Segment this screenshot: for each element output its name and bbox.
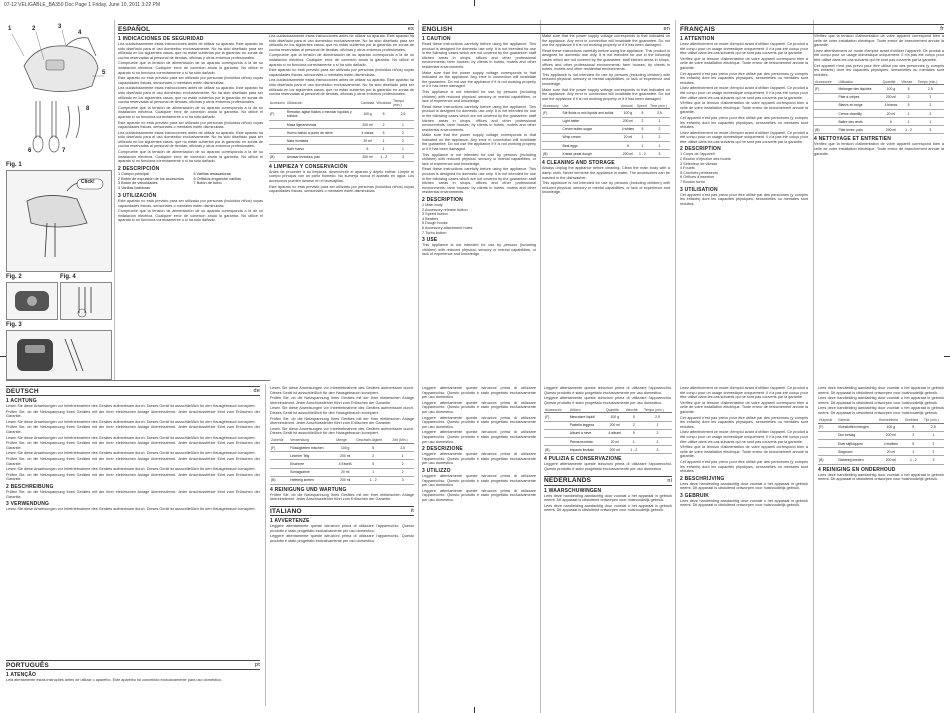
callout-2: 2 (32, 26, 36, 32)
paragraph: Lisez attentivement ce mode d'emploi avant d'utiliser l'appareil. Ce produit a été conçu pour un usage domestique uniquement. Il n'a pas été conçu pour être utilisé dans les cas suivants qui ne sont pas couverts par la garantie. (680, 386, 808, 400)
heading-atencao: 1 ATENÇÃO (6, 672, 37, 678)
paragraph: Vérifiez que la tension d'alimentation de votre appareil correspond bien à celle de votre installation électrique. Toute erreur de branchement annule la garantie. (680, 56, 808, 70)
column-header: Utilización (286, 99, 360, 109)
paragraph: Read these instructions carefully before using the appliance. This product is designed for domestic use only. It is not intended for use in the following cases which are not covered by the guarantee: staff kitchen areas in shops, offices and other professional environments; farm houses; by clients in hotels, motels and other residential environments. (422, 167, 536, 195)
list-item: 3 Botón de velocidades (118, 181, 158, 186)
usage-table (542, 103, 670, 158)
paragraph: Compruebe que la tensión de alimentación de su aparato corresponda a la de su instalación eléctrica. Cualquier error de conexión anula la garantía. No utilice el aparato si no funciona correctamente o si ha sido dañado. (118, 61, 263, 75)
paragraph: Make sure that the power supply voltage corresponds to that indicated on the appliance. Any error in connection will invalidate the guarantee. Do not use the appliance if it is not working properly or if it has been damaged. (542, 34, 670, 48)
paragraph: Este aparato no está previsto para ser utilizado por personas (incluidos niños) cuyas capacidades físicas, sensoriales o mentales estén disminuidas. (269, 184, 414, 194)
crop-mark (474, 0, 475, 6)
heading-cleaning: 4 NETTOYAGE ET ENTRETIEN (814, 136, 892, 143)
fig1-label: Fig. 1 (6, 162, 22, 168)
list-item: 2 Accessory release button (422, 207, 468, 212)
list-item: 6 Orifices d'insertion (680, 175, 715, 180)
table-row: Pastella leggera 200 ml 2 1 (544, 421, 672, 429)
paragraph: Lesen Sie diese Anweisungen vor Inbetriebnahme des Gerätes aufmerksam durch. Dieses Gerät ist ausschließlich für den Hausgebrauch konzipiert. (6, 435, 256, 440)
section-francais-continued (680, 386, 808, 706)
language-code: en (663, 26, 670, 32)
paragraph: Prüfen Sie, ob die Netzspannung Ihres Gerätes mit der Ihrer elektrischen Anlage übereinstimmt. Jeder Anschlussfehler führt zum Erlöschen der Garantie. (6, 425, 260, 434)
paragraph: Lees deze handleiding aandachtig door voordat u het apparaat in gebruik neemt. Dit apparaat is uitsluitend ontworpen voor huishoudelijk gebruik. (544, 503, 672, 513)
heading-reinigung: 4 REINIGUNG UND WARTUNG (270, 486, 347, 493)
column-header: Tiempo (min.) (392, 99, 414, 109)
heading-descrizione: 2 DESCRIZIONE (422, 446, 463, 453)
paragraph: Compruebe que la tensión de alimentación de su aparato corresponda a la de su instalación eléctrica. Cualquier error de conexión anula la garantía. No utilice el aparato si no funciona correctamente o si ha sido dañado. (118, 209, 263, 223)
section-deutsch (6, 386, 260, 654)
paragraph: Lees deze handleiding aandachtig door voordat u het apparaat in gebruik neemt. Dit apparaat is uitsluitend ontworpen voor huishoudelijk gebruik. (818, 472, 944, 482)
paragraph: Leggere attentamente queste istruzioni prima di utilizzare l'apparecchio. Questo prodotto è stato progettato esclusivamente per uso domestico. (422, 430, 536, 444)
heading-utilizzo: 3 UTILIZZO (422, 467, 451, 474)
column-header: Velocità (625, 407, 643, 413)
language-title: DEUTSCH (6, 387, 39, 395)
paragraph: Leggere attentamente queste istruzioni prima di utilizzare l'apparecchio. Questo prodotto è stato progettato esclusivamente per uso domestico. (422, 386, 536, 400)
heading-description: 2 DESCRIPTION (680, 146, 721, 153)
list-item: 5 Varillas amasadoras (193, 171, 231, 176)
list-item: 5 Dough hooks (422, 221, 448, 226)
heading-reiniging: 4 REINIGING EN ONDERHOUD (818, 466, 896, 473)
paragraph: Antes de proceder a su limpieza, desenchufe el aparato y déjelo enfriar. Limpie el cuerpo principal con un paño húmedo. No sumerja nunca el aparato en agua. Los accesorios pueden lavarse en el lavavajillas. (269, 169, 414, 184)
column-header: Vitesse (900, 79, 916, 85)
paragraph: Prüfen Sie, ob die Netzspannung Ihres Gerätes mit der Ihrer elektrischen Anlage übereinstimmt. Jeder Anschlussfehler führt zum Erlöschen der Garantie. (6, 489, 260, 499)
usage-table (270, 438, 414, 485)
paragraph: Prüfen Sie, ob die Netzspannung Ihres Gerätes mit der Ihrer elektrischen Anlage übereinstimmt. Jeder Anschlussfehler führt zum Erlöschen der Garantie. (6, 409, 260, 419)
column-header: Hulpstuk (818, 418, 837, 424)
paragraph: Compruebe que la tensión de alimentación de su aparato corresponda a la de su instalación eléctrica. Cualquier error de conexión anula la garantía. No utilice el aparato si no funciona correctamente o si ha sido dañado. (118, 150, 263, 164)
paragraph: Lees deze handleiding aandachtig door voordat u het apparaat in gebruik neemt. Dit apparaat is uitsluitend ontworpen voor huishoudelijk gebruik. (818, 386, 944, 395)
paragraph: Make sure that the power supply voltage corresponds to that indicated on the appliance. Any error in connection will invalidate the guarantee. Do not use the appliance if it is not working properly or if it has been damaged. (422, 70, 536, 89)
paragraph: Lea cuidadosamente estas instrucciones antes de utilizar su aparato. Este aparato ha sido diseñado para el uso doméstico exclusivamente. No ha sido diseñado para ser utilizado en los siguientes casos, que no están cubiertos por la garantía: en zonas de cocina reservadas al personal de tiendas, oficinas y otros entornos profesionales. (269, 34, 414, 52)
table-row: (F) Vloeistoffen mengen 100 g 5 2,5 (818, 423, 944, 431)
section-header-italiano (270, 506, 414, 516)
paragraph: Este aparato no está previsto para ser utilizado por personas (incluidos niños) cuyas capacidades físicas, sensoriales o mentales estén disminuidas. (118, 76, 263, 85)
column-header: Temps (min.) (917, 79, 944, 85)
paragraph: Lesen Sie diese Anweisungen vor Inbetriebnahme des Gerätes aufmerksam durch. Dieses Gerät ist ausschließlich für den Hausgebrauch konzipiert. (270, 426, 414, 436)
column-header: Accessoire (814, 79, 837, 85)
language-code: nl (667, 477, 672, 484)
heading-cleaning: 4 LIMPIEZA Y CONSERVACIÓN (269, 163, 348, 170)
column-header: Quantité (882, 79, 901, 85)
section-header (6, 660, 260, 670)
section-deutsch-continued (270, 386, 414, 706)
heading-waarschuwingen: 1 WAARSCHUWINGEN (544, 487, 602, 494)
paragraph: Prüfen Sie, ob die Netzspannung Ihres Gerätes mit der Ihrer elektrischen Anlage übereinstimmt. Jeder Anschlussfehler führt zum Erlöschen der Garantie. (270, 416, 414, 426)
table-row: (F) Rematar, agitar fluidos o mezclar líquidos y sólidos 100 g 5 2,5 (269, 108, 414, 120)
section-header (6, 386, 260, 396)
column-header: Time (min.) (649, 103, 670, 109)
section-header-nederlands (544, 476, 672, 486)
language-title: ESPAÑOL (118, 25, 151, 33)
table-row: Battre des œufs 6 1 1 (814, 118, 944, 126)
column-header: Geschwin-digkeit (355, 438, 391, 444)
table-row: Beat eggs 6 1 1 (542, 142, 670, 150)
list-item: 1 Cuerpo principal (118, 171, 149, 176)
list-item: 4 Beaters (422, 216, 439, 221)
language-title: FRANÇAIS (680, 25, 716, 33)
list-item: 1 Corps de l'appareil (680, 152, 715, 157)
column-header: Hoeveelheid (878, 418, 904, 424)
paragraph: Make sure that the power supply voltage corresponds to that indicated on the appliance. Any error in connection will invalidate the guarantee. Do not use the appliance if it is not working properly or if it has been damaged. (422, 133, 536, 152)
paragraph: This appliance is not intended for use by persons (including children) with reduced physical, sensory or mental capabilities, or lack of experience and knowledge. (542, 181, 670, 195)
section-portugues (6, 660, 260, 706)
description-list (118, 172, 263, 191)
fig2-illustration (6, 282, 58, 320)
paragraph: Vérifiez que la tension d'alimentation de votre appareil correspond bien à celle de votre installation électrique. Toute erreur de branchement annule la garantie. (680, 400, 808, 414)
list-item: 4 Fouets (680, 166, 695, 171)
column-header: Zeit (Min.) (391, 438, 414, 444)
column-header: Utilizzo (569, 407, 605, 413)
paragraph: Prüfen Sie, ob die Netzspannung Ihres Gerätes mit der Ihrer elektrischen Anlage übereinstimmt. Jeder Anschlussfehler führt zum Erlöschen der Garantie. (270, 492, 414, 502)
column-header: Amount (620, 103, 636, 109)
section-italiano (422, 386, 536, 706)
paragraph: Lea cuidadosamente estas instrucciones antes de utilizar su aparato. Este aparato ha sido diseñado para el uso doméstico exclusivamente. No ha sido diseñado para ser utilizado en los siguientes casos, que no están cubiertos por la garantía: en zonas de cocina reservadas al personal de tiendas, oficinas y otros entornos profesionales. (269, 78, 414, 97)
paragraph: Leggere attentamente queste istruzioni prima di utilizzare l'apparecchio. Questo prodotto è stato progettato esclusivamente per uso domestico. (422, 488, 536, 502)
list-item: 1 Main body (422, 203, 443, 207)
paragraph: Leggere attentamente queste istruzioni prima di utilizzare l'apparecchio. Questo prodotto è stato progettato esclusivamente per uso domestico. (270, 534, 414, 543)
usage-table (544, 407, 672, 454)
column-header: Utilisation (837, 79, 881, 85)
usage-table (818, 418, 944, 465)
list-item: 5 Crochets pétrisseurs (680, 170, 718, 175)
table-row: Pâte à crêpes 200 ml 2 1 (814, 93, 944, 101)
heading-description: 2 DESCRIPCIÓN (118, 165, 160, 172)
paragraph: Lisez attentivement ce mode d'emploi avant d'utiliser l'appareil. Ce produit a été conçu pour un usage domestique uniquement. Il n'a pas été conçu pour être utilisé dans les cas suivants qui ne sont pas couverts par la garantie. (680, 430, 808, 444)
hand-attach-beaters-illustration (7, 171, 111, 271)
language-title: ITALIANO (270, 507, 302, 515)
paragraph: Cet appareil n'est pas prévu pour être utilisé par des personnes (y compris les enfants) dont les capacités physiques, sensorielles ou mentales sont réduites. (680, 192, 808, 206)
paragraph: Leggere attentamente queste istruzioni prima di utilizzare l'apparecchio. Questo prodotto è stato progettato esclusivamente per uso domestico. (544, 396, 672, 405)
heading-use: 3 UTILISATION (680, 186, 718, 193)
paragraph: Lea cuidadosamente estas instrucciones antes de utilizar su aparato. Este aparato ha sido diseñado para el uso doméstico exclusivamente. No ha sido diseñado para ser utilizado en los siguientes casos, que no están cubiertos por la garantía: en zonas de cocina reservadas al personal de tiendas, oficinas y otros entornos profesionales. (118, 42, 263, 60)
heading-use: 3 UTILIZACIÓN (118, 193, 157, 200)
paragraph: Leggere attentamente queste istruzioni prima di utilizzare l'apparecchio. Questo prodotto è stato progettato esclusivamente per uso domestico. (422, 400, 536, 414)
list-item: 7 Turbo button (422, 230, 447, 235)
speed-selector-illustration (7, 283, 57, 319)
heading-nederlands-beschrijving: 2 BESCHRIJVING (680, 475, 725, 482)
table-row: Schlagsahne 20 ml 1 2 (270, 468, 414, 476)
mixer-exploded-view (6, 26, 110, 156)
paragraph: Lees deze handleiding aandachtig door voordat u het apparaat in gebruik neemt. Dit apparaat is uitsluitend ontworpen voor huishoudelijk gebruik. (818, 396, 944, 405)
paragraph: Lesen Sie diese Anweisungen vor Inbetriebnahme des Gerätes aufmerksam durch. Dieses Gerät ist ausschließlich für den Hausgebrauch konzipiert. (270, 386, 414, 395)
section-italiano-continued (544, 386, 672, 706)
usage-table (814, 79, 944, 134)
paragraph: Lees deze handleiding aandachtig door voordat u het apparaat in gebruik neemt. Dit apparaat is uitsluitend ontworpen voor huishoudelijk gebruik. (544, 493, 672, 503)
section-francais (680, 24, 944, 376)
fig3-illustration (6, 330, 112, 380)
paragraph: Lesen Sie diese Anweisungen vor Inbetriebnahme des Gerätes aufmerksam durch. Dieses Gerät ist ausschließlich für den Hausgebrauch konzipiert. (6, 404, 256, 408)
fig2-label: Fig. 2 (6, 274, 22, 280)
column-header: Tijd (min.) (923, 418, 944, 424)
paragraph: Prüfen Sie, ob die Netzspannung Ihres Gerätes mit der Ihrer elektrischen Anlage übereinstimmt. Jeder Anschlussfehler führt zum Erlöschen der Garantie. (6, 456, 260, 466)
paragraph: Compruebe que la tensión de alimentación de su aparato corresponda a la de su instalación eléctrica. Cualquier error de conexión anula la garantía. No utilice el aparato si no funciona correctamente o si ha sido dañado. (269, 53, 414, 67)
callout-7: 7 (62, 148, 66, 154)
table-header-row (269, 99, 414, 109)
section-header (680, 24, 944, 34)
callout-4: 4 (78, 30, 82, 36)
column-header: Use (561, 103, 619, 109)
column-header: Gebruik (837, 418, 878, 424)
paragraph: Lisez attentivement ce mode d'emploi avant d'utiliser l'appareil. Ce produit a été conçu pour un usage domestique uniquement. Il n'a pas été conçu pour être utilisé dans les cas suivants qui ne sont pas couverts par la garantie. (680, 42, 808, 56)
table-row: (F) Flüssigkeiten mischen 100 g 5 2,5 (270, 443, 414, 451)
list-item: 3 Sélecteur de vitesse (680, 161, 718, 166)
crop-mark (944, 356, 950, 357)
column-header: Accessory (542, 103, 561, 109)
heading-safety: 1 INDICACIONES DE SEGURIDAD (118, 36, 204, 42)
list-item: 7 Botón de turbo (193, 181, 222, 186)
list-item: 6 Accessory attachment holes (422, 225, 473, 230)
description-list (422, 203, 536, 235)
paragraph: This appliance is not intended for use by persons (including children) with reduced physical, sensory or mental capabilities, or lack of experience and knowledge. (422, 152, 536, 166)
language-code: de (253, 388, 260, 394)
column-header: Verwendung (289, 438, 335, 444)
paragraph: Lisez attentivement ce mode d'emploi avant d'utiliser l'appareil. Ce produit a été conçu pour un usage domestique uniquement. Il n'a pas été conçu pour être utilisé dans les cas suivants qui ne sont pas couverts par la garantie. (680, 130, 808, 144)
crop-mark (474, 707, 475, 713)
paragraph: This appliance is not intended for use by persons (including children) with reduced physical, sensory or mental capabilities, or lack of experience and knowledge. (422, 243, 536, 257)
list-item: 2 Bouton d'éjection des fouets (680, 157, 731, 162)
file-header: 07-12 VELIGABLE_BA350 Doc Page 1 Friday, June 10, 2011 3:22 PM (4, 2, 161, 8)
fig1-illustration (6, 170, 112, 272)
paragraph: Este aparato no está previsto para ser utilizado por personas (incluidos niños) cuyas capacidades físicas, sensoriales o mentales estén disminuidas. (118, 120, 263, 130)
paragraph: Lesen Sie diese Anweisungen vor Inbetriebnahme des Gerätes aufmerksam durch. Dieses Gerät ist ausschließlich für den Hausgebrauch konzipiert. (6, 419, 256, 424)
table-row: Panna montata 20 ml 1 2 (544, 437, 672, 445)
heading-verwendung: 3 VERWENDUNG (6, 501, 50, 508)
paragraph: Vérifiez que la tension d'alimentation de votre appareil correspond bien à celle de votre installation électrique. Toute erreur de branchement annule la garantie. (680, 101, 808, 115)
paragraph: This appliance is not intended for use by persons (including children) with reduced physical, sensory or mental capabilities, or lack of experience and knowledge. (542, 72, 670, 86)
paragraph: Vérifiez que la tension d'alimentation de votre appareil correspond bien à celle de votre installation électrique. Toute erreur de branchement annule la garantie. (814, 142, 944, 156)
table-row: Crème chantilly 20 ml 1 2 (814, 109, 944, 117)
callout-1: 1 (8, 26, 12, 32)
fig4-label: Fig. 4 (60, 274, 76, 280)
paragraph: Vérifiez que la tension d'alimentation de votre appareil correspond bien à celle de votre installation électrique. Toute erreur de branchement annule la garantie. (680, 445, 808, 459)
heading-avvertenze: 1 AVVERTENZE (270, 518, 310, 525)
table-row: Cream butter-sugar 4 whites 5 2 (542, 125, 670, 133)
paragraph: Lees deze handleiding aandachtig door voordat u het apparaat in gebruik neemt. Dit apparaat is uitsluitend ontworpen voor huishoudelijk gebruik. (818, 406, 944, 415)
table-row: Eischnee 4 Eiweiß 5 2 (270, 460, 414, 468)
language-title: PORTUGUÊS (6, 661, 49, 669)
paragraph: Lesen Sie diese Anweisungen vor Inbetriebnahme des Gerätes aufmerksam durch. Dieses Gerät ist ausschließlich für den Hausgebrauch konzipiert. (270, 406, 414, 415)
paragraph: Lisez attentivement ce mode d'emploi avant d'utiliser l'appareil. Ce produit a été conçu pour un usage domestique uniquement. Il n'a pas été conçu pour être utilisé dans les cas suivants qui ne sont pas couverts par la garantie. (814, 48, 944, 62)
table-row: (F) Mélanger des liquides 100 g 5 2,5 (814, 85, 944, 93)
paragraph: Prüfen Sie, ob die Netzspannung Ihres Gerätes mit der Ihrer elektrischen Anlage übereinstimmt. Jeder Anschlussfehler führt zum Erlöschen der Garantie. (6, 472, 260, 482)
list-item: 4 Varillas batidoras (118, 186, 151, 191)
table-row: Slagroom 20 ml 1 2 (818, 448, 944, 456)
language-title: ENGLISH (422, 25, 453, 33)
table-row: (B) Knead yeast dough 200 ml 1 - 2 3 (542, 150, 670, 158)
fig4-illustration (60, 282, 112, 320)
callout-8: 8 (86, 106, 90, 112)
paragraph: Lisez attentivement ce mode d'emploi avant d'utiliser l'appareil. Ce produit a été conçu pour un usage domestique uniquement. Il n'a pas été conçu pour être utilisé dans les cas suivants qui ne sont pas couverts par la garantie. (680, 86, 808, 100)
column-header: Zubehör (270, 438, 289, 444)
paragraph: Prüfen Sie, ob die Netzspannung Ihres Gerätes mit der Ihrer elektrischen Anlage übereinstimmt. Jeder Anschlussfehler führt zum Erlöschen der Garantie. (6, 441, 260, 450)
paragraph: Always unplug the appliance before cleaning. Clean the main body with a damp cloth. Never immerse the appliance in water. The accessories can be washed in the dishwasher. (542, 166, 670, 180)
heading-achtung: 1 ACHTUNG (6, 398, 37, 404)
paragraph: Make sure that the power supply voltage corresponds to that indicated on the appliance. Any error in connection will invalidate the guarantee. Do not use the appliance if it is not working properly or if it has been damaged. (542, 87, 670, 101)
usage-table (269, 99, 414, 162)
paragraph: Lesen Sie diese Anweisungen vor Inbetriebnahme des Gerätes aufmerksam durch. Dieses Gerät ist ausschließlich für den Hausgebrauch konzipiert. (6, 451, 256, 456)
description-list (680, 152, 808, 184)
section-header (422, 24, 670, 34)
column-header: Quantità (605, 407, 625, 413)
table-row: Light batter 200 ml 2 1 (542, 117, 670, 125)
paragraph: This appliance is not intended for use by persons (including children) with reduced physical, sensory or mental capabilities, or lack of experience and knowledge. (422, 89, 536, 104)
callout-3: 3 (58, 24, 62, 30)
column-header: Accesorio (269, 99, 286, 109)
list-item: 6 Orificios enganche varillas (193, 176, 241, 181)
list-item: 3 Speed button (422, 212, 448, 217)
table-row: (B) Pâte levée, pain 200 ml 1 - 2 3 (814, 126, 944, 134)
heading-nederlands-gebruik: 3 GEBRUIK (680, 492, 710, 499)
table-row: (F) Stir fluids or mix liquids and solids 100 g 5 2,5 (542, 109, 670, 117)
paragraph: Leggere attentamente queste istruzioni prima di utilizzare l'apparecchio. Questo prodotto è stato progettato esclusivamente per uso domestico. (422, 473, 536, 488)
heading-pulizia: 4 PULIZIA E CONSERVAZIONE (544, 456, 622, 463)
language-code: pt (255, 662, 260, 668)
paragraph: Leia atentamente estas instruções antes de utilizar o aparelho. Este aparelho foi concebido exclusivamente para uso doméstico. (6, 678, 222, 682)
paragraph: Cet appareil n'est pas prévu pour être utilisé par des personnes (y compris les enfants) dont les capacités physiques, sensorielles ou mentales sont réduites. (680, 115, 808, 130)
column-header: Cantidad (360, 99, 376, 109)
language-code: es (407, 26, 414, 32)
section-header (118, 24, 414, 34)
paragraph: Lesen Sie diese Anweisungen vor Inbetriebnahme des Gerätes aufmerksam durch. Dieses Gerät ist ausschließlich für den Hausgebrauch konzipiert. (6, 507, 256, 512)
column-header: Menge (335, 438, 355, 444)
table-row: Blancs en neige 4 blancs 5 2 (814, 101, 944, 109)
table-row: (B) Hefeteig kneten 200 ml 1 - 2 3 (270, 476, 414, 484)
list-item: 7 Bouton turbo (680, 180, 705, 185)
column-header: Tempo (min.) (643, 407, 672, 413)
beaters-illustration (61, 283, 111, 319)
table-row: Whip cream 20 ml 1 2 (542, 133, 670, 141)
callout-5: 5 (102, 70, 106, 76)
heading-beschreibung: 2 BESCHREIBUNG (6, 483, 54, 490)
paragraph: Leggere attentamente queste istruzioni prima di utilizzare l'apparecchio. Questo prodotto è stato progettato esclusivamente per uso domestico. (544, 386, 672, 395)
table-row: (B) Amasar levadura, pan 200 ml 1 - 2 3 (269, 153, 414, 161)
paragraph: Este aparato no está previsto para ser utilizado por personas (incluidos niños) cuyas capacidades físicas, sensoriales o mentales estén disminuidas. (269, 68, 414, 77)
paragraph: Leggere attentamente queste istruzioni prima di utilizzare l'apparecchio. Questo prodotto è stato progettato esclusivamente per uso domestico. (270, 524, 414, 533)
click-label: Click! (81, 179, 95, 185)
paragraph: Leggere attentamente queste istruzioni prima di utilizzare l'apparecchio. Questo prodotto è stato progettato esclusivamente per uso domestico. (422, 415, 536, 429)
callout-6: 6 (28, 148, 32, 154)
paragraph: Lea cuidadosamente estas instrucciones antes de utilizar su aparato. Este aparato ha sido diseñado para el uso doméstico exclusivamente. No ha sido diseñado para ser utilizado en los siguientes casos, que no están cubiertos por la garantía: en zonas de cocina reservadas al personal de tiendas, oficinas y otros entornos profesionales. (118, 130, 263, 149)
paragraph: Lesen Sie diese Anweisungen vor Inbetriebnahme des Gerätes aufmerksam durch. Dieses Gerät ist ausschließlich für den Hausgebrauch konzipiert. (6, 467, 256, 472)
table-row: Batir huevo 6 1 1 (269, 145, 414, 153)
paragraph: Lea cuidadosamente estas instrucciones antes de utilizar su aparato. Este aparato ha sido diseñado para el uso doméstico exclusivamente. No ha sido diseñado para ser utilizado en los siguientes casos, que no están cubiertos por la garantía: en zonas de cocina reservadas al personal de tiendas, oficinas y otros entornos profesionales. (118, 86, 263, 105)
heading-description: 2 DESCRIPTION (422, 197, 463, 203)
table-row: Albumi a neve 4 albumi 5 2 (544, 429, 672, 437)
column-header: Accessorio (544, 407, 569, 413)
language-title: NEDERLANDS (544, 477, 592, 484)
table-row: Leichter Teig 200 ml 2 1 (270, 452, 414, 460)
table-row: (B) Gistdeeg kneden 200 ml 1 - 2 3 (818, 456, 944, 464)
paragraph: Este aparato no está previsto para ser utilizado por personas (incluidos niños) cuyas capacidades físicas, sensoriales o mentales estén disminuidas. (118, 199, 263, 208)
table-row: Masa ligera/sémola 200 ml 2 1 (269, 120, 414, 128)
table-row: Nata montada 20 ml 1 2 (269, 137, 414, 145)
table-row: (F) Mescolare liquidi 100 g 5 2,5 (544, 413, 672, 421)
paragraph: Cet appareil n'est pas prévu pour être utilisé par des personnes (y compris les enfants) dont les capacités physiques, sensorielles ou mentales sont réduites. (680, 415, 808, 429)
table-row: Huevo batido a punto de nieve 4 claras 5 2 (269, 129, 414, 137)
paragraph: Leggere attentamente queste istruzioni prima di utilizzare l'apparecchio. Questo prodotto è stato progettato esclusivamente per uso domestico. (422, 452, 536, 466)
heading-caution: 1 CAUTION (422, 36, 451, 42)
table-row: (B) Impasto lievitato 200 ml 1 - 2 3 (544, 446, 672, 454)
paragraph: Cet appareil n'est pas prévu pour être utilisé par des personnes (y compris les enfants) dont les capacités physiques, sensorielles ou mentales sont réduites. (814, 63, 944, 77)
crop-mark (0, 356, 6, 357)
paragraph: Lees deze handleiding aandachtig door voordat u het apparaat in gebruik neemt. Dit apparaat is uitsluitend ontworpen voor huishoudelijk gebruik. (680, 498, 808, 508)
paragraph: Prüfen Sie, ob die Netzspannung Ihres Gerätes mit der Ihrer elektrischen Anlage übereinstimmt. Jeder Anschlussfehler führt zum Erlöschen der Garantie. (270, 396, 414, 405)
paragraph: Cet appareil n'est pas prévu pour être utilisé par des personnes (y compris les enfants) dont les capacités physiques, sensorielles ou mentales sont réduites. (680, 459, 808, 474)
table-row: Dun beslag 200 ml 2 1 (818, 431, 944, 439)
paragraph: Leggere attentamente queste istruzioni prima di utilizzare l'apparecchio. Questo prodotto è stato progettato esclusivamente per uso domestico. (544, 462, 672, 471)
paragraph: Compruebe que la tensión de alimentación de su aparato corresponda a la de su instalación eléctrica. Cualquier error de conexión anula la garantía. No utilice el aparato si no funciona correctamente o si ha sido dañado. (118, 105, 263, 119)
paragraph: Read these instructions carefully before using the appliance. This product is designed for domestic use only. It is not intended for use in the following cases which are not covered by the guarantee: staff kitchen areas in shops, offices and other professional environments; farm houses; by clients in hotels, motels and other residential environments. (422, 104, 536, 132)
release-button-illustration (7, 331, 111, 379)
figures-column (6, 26, 110, 379)
list-item: 2 Botón de expulsión de los accesorios (118, 176, 184, 181)
column-header: Velocidad (375, 99, 392, 109)
paragraph: Vérifiez que la tension d'alimentation de votre appareil correspond bien à celle de votre installation électrique. Toute erreur de branchement annule la garantie. (814, 34, 944, 48)
column-header: Snelheid (904, 418, 923, 424)
paragraph: Read these instructions carefully before using the appliance. This product is designed for domestic use only. It is not intended for use in the following cases which are not covered by the guarantee: staff kitchen areas in shops, offices and other professional environments; farm houses; by clients in hotels, motels and other residential environments. (542, 48, 670, 72)
heading-attention: 1 ATTENTION (680, 36, 715, 42)
column-header: Speed (636, 103, 649, 109)
heading-cleaning: 4 CLEANING AND STORAGE (542, 160, 615, 167)
section-english (422, 24, 670, 376)
language-code: it (410, 508, 414, 515)
paragraph: Cet appareil n'est pas prévu pour être utilisé par des personnes (y compris les enfants) dont les capacités physiques, sensorielles ou mentales sont réduites. (680, 71, 808, 85)
language-code: fr (940, 26, 944, 32)
fig3-label: Fig. 3 (6, 322, 22, 328)
table-row: Eiwit stijfkloppen 4 eiwitten 5 2 (818, 439, 944, 447)
section-espanol (118, 24, 414, 376)
section-nederlands (818, 386, 944, 706)
paragraph: Read these instructions carefully before using the appliance. This product is designed for domestic use only. It is not intended for use in the following cases which are not covered by the guarantee: staff kitchen areas in shops, offices and other professional environments; farm houses; by clients in hotels, motels and other residential environments. (422, 42, 536, 69)
paragraph: Lees deze handleiding aandachtig door voordat u het apparaat in gebruik neemt. Dit apparaat is uitsluitend ontworpen voor huishoudelijk gebruik. (680, 481, 808, 491)
heading-use: 3 USE (422, 237, 438, 244)
